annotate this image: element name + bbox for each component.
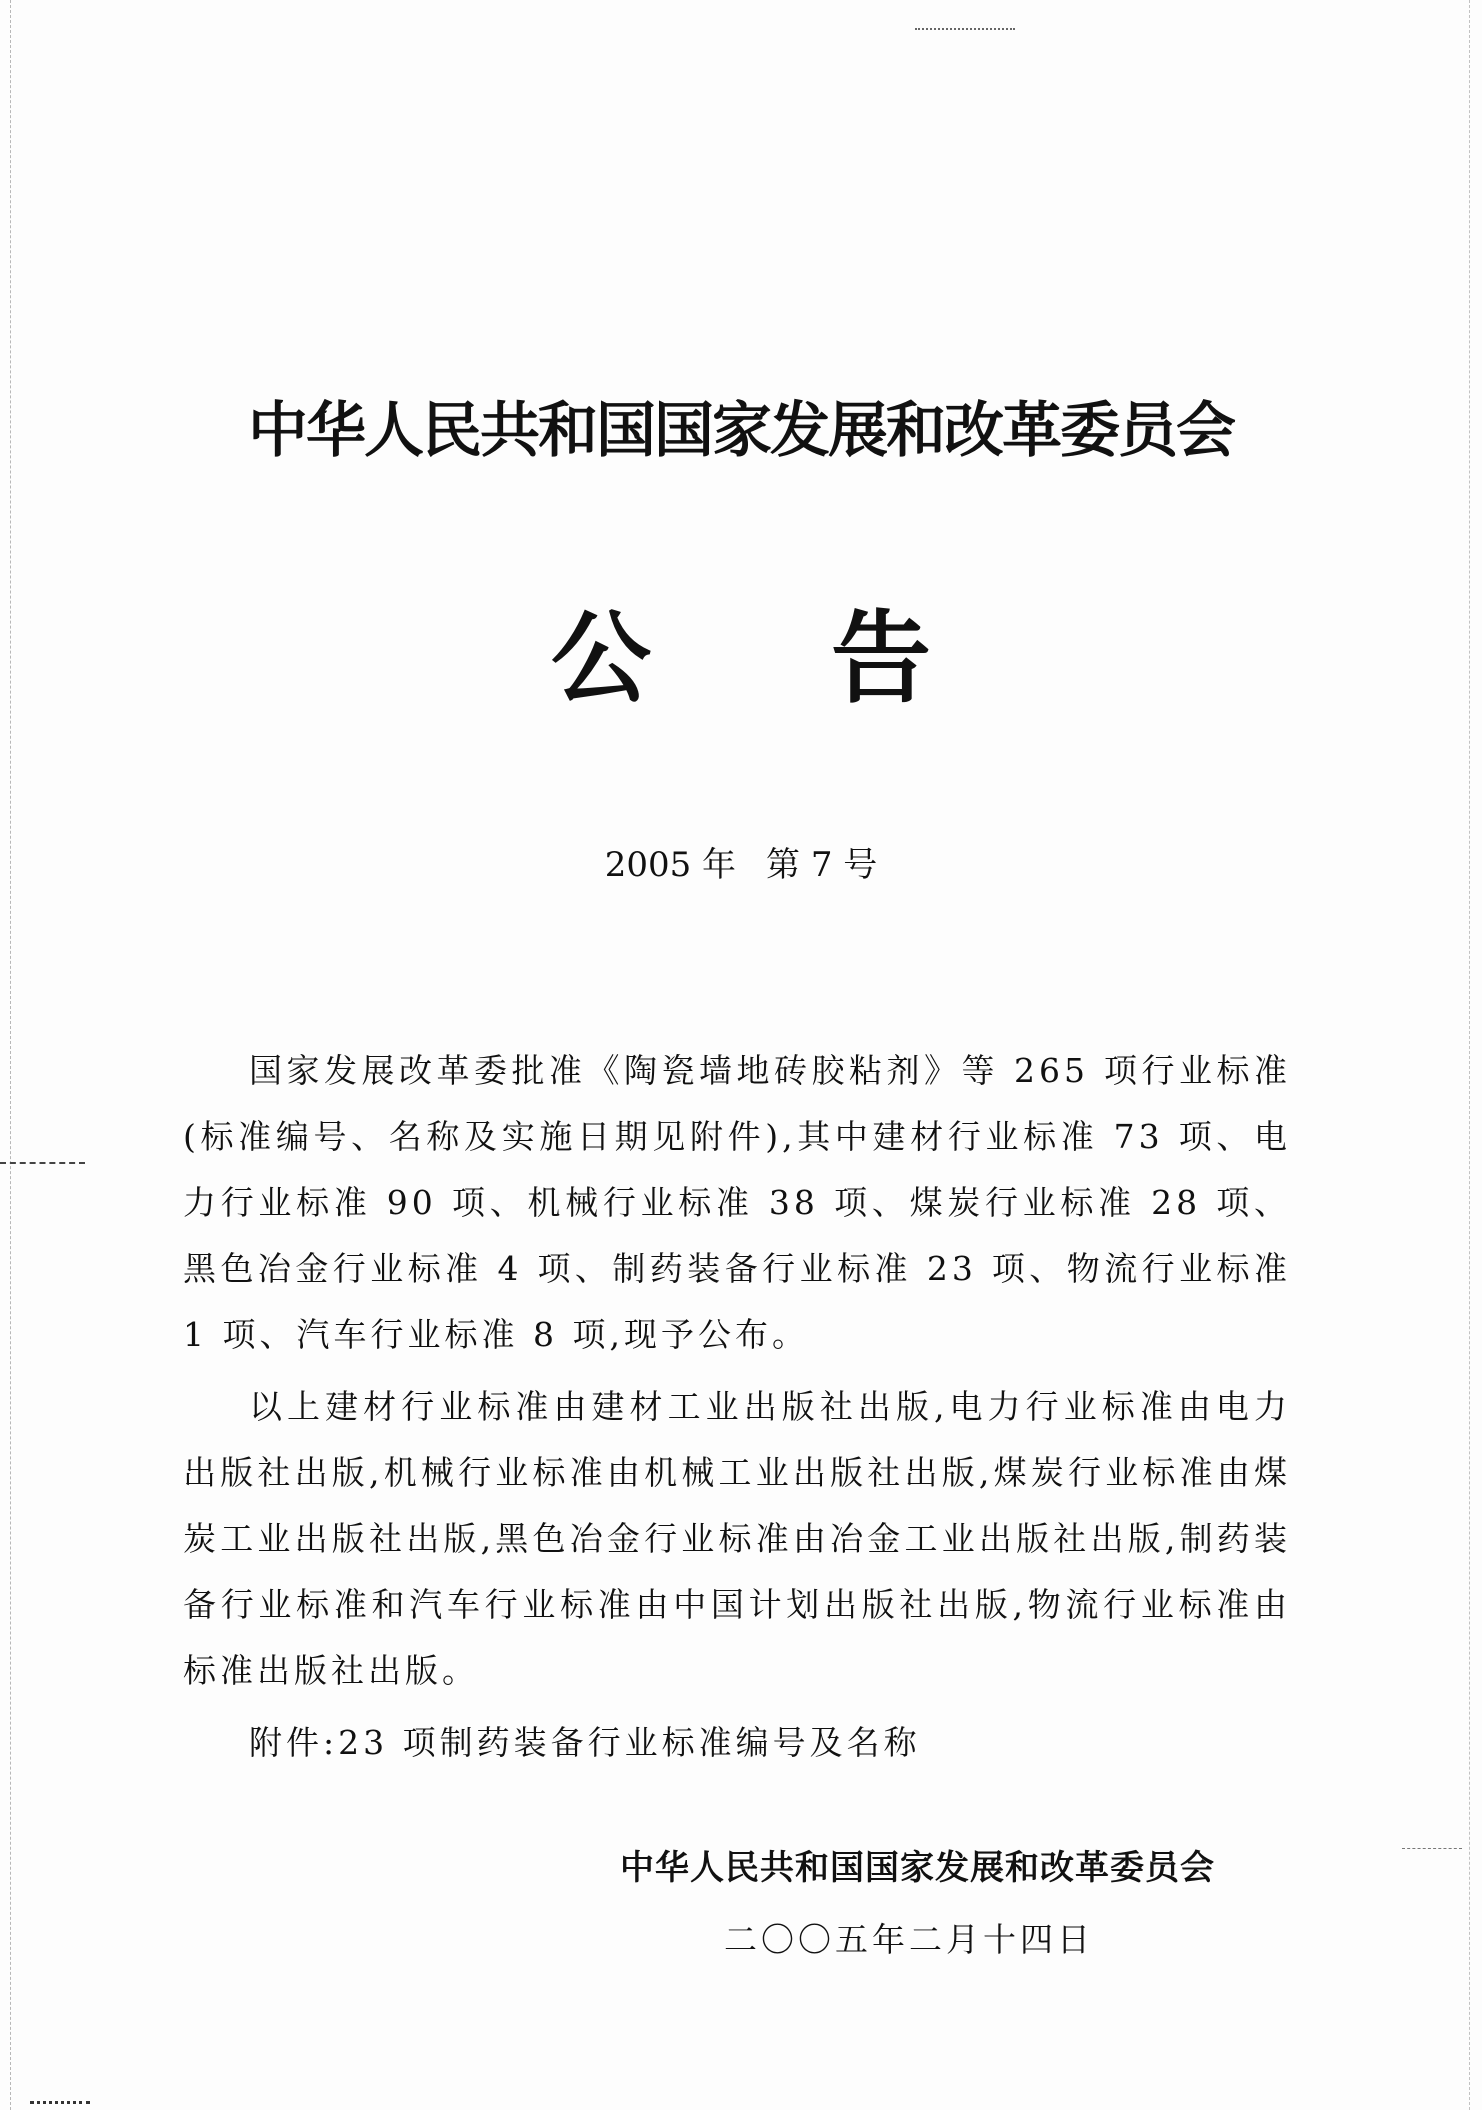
scan-edge-right (1469, 0, 1470, 2110)
scan-mark-right (1402, 1848, 1462, 1849)
announcement-body (183, 1038, 1291, 1782)
document-number (0, 845, 1482, 886)
attachment-line: 附件:23 项制药装备行业标准编号及名称 (249, 1723, 921, 1762)
announcement-title (0, 598, 1482, 718)
body-paragraph-1: 国家发展改革委批准《陶瓷墙地砖胶粘剂》等 265 项行业标准(标准编号、名称及实施日期见附件),其中建材行业标准 73 项、电力行业标准 90 项、机械行业标准 38 项、煤炭行业标准 28 项、黑色冶金行业标准 4 项、制药装备行业标准 23 项、物流行业标准 1 项、汽车行业标准 8 项,现予公布。 (183, 1051, 1291, 1354)
signature-date: 二〇〇五年二月十四日 (724, 1920, 1094, 1959)
signature-organization: 中华人民共和国国家发展和改革委员会 (620, 1848, 1215, 1888)
document-issue-number: 第 7 号 (766, 845, 878, 885)
scan-mark-left (0, 1162, 85, 1164)
scan-mark-top (915, 28, 1015, 30)
body-paragraph-2: 以上建材行业标准由建材工业出版社出版,电力行业标准由电力出版社出版,机械行业标准由机械工业出版社出版,煤炭行业标准由煤炭工业出版社出版,黑色冶金行业标准由冶金工业出版社出版,制药装备行业标准和汽车行业标准由中国计划出版社出版,物流行业标准由标准出版社出版。 (183, 1387, 1291, 1690)
title-char-1: 公 (551, 599, 651, 717)
scan-mark-bottom (30, 2101, 90, 2104)
issuing-organization-title: 中华人民共和国国家发展和改革委员会 (248, 396, 1234, 466)
scan-edge-left (10, 0, 11, 2110)
document-year: 2005 年 (604, 845, 737, 885)
title-char-2: 告 (831, 599, 931, 717)
